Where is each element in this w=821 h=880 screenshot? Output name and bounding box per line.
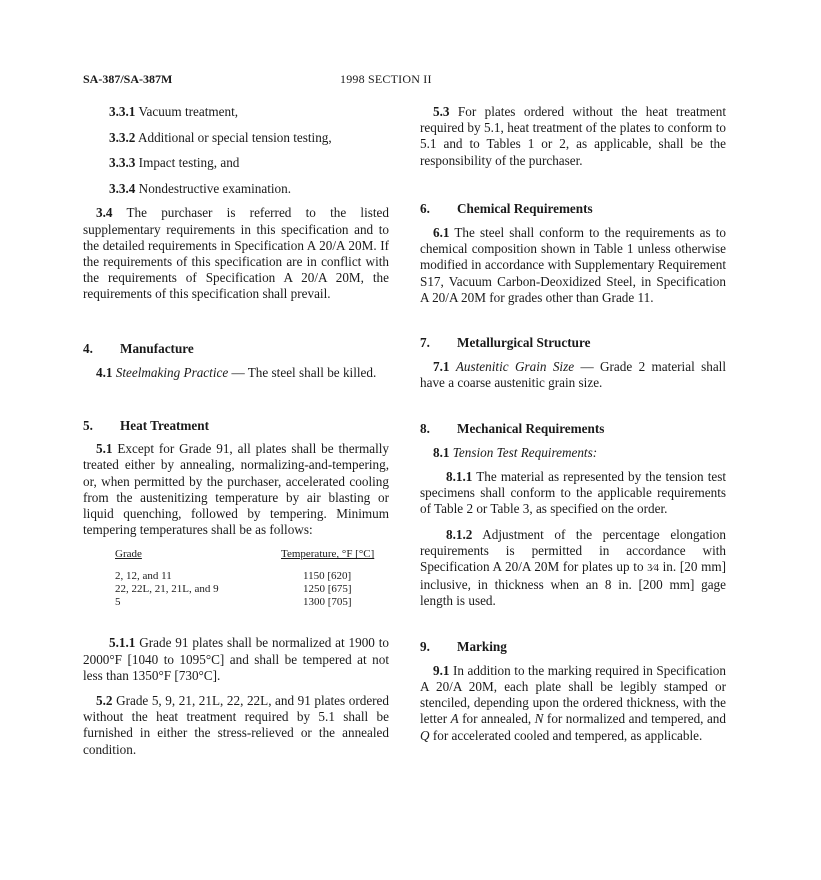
section-heading-5: 5. Heat Treatment	[83, 417, 209, 433]
para-5-1-1: 5.1.1 Grade 91 plates shall be normalized at 1900 to 2000°F [1040 to 1095°C] and shall be tempered at not less than 1350°F [730°C].	[83, 635, 389, 683]
item-3-3-1: 3.3.1 Vacuum treatment,	[109, 104, 239, 119]
item-3-3-2: 3.3.2 Additional or special tension testing,	[109, 129, 332, 145]
section-heading-9: 9. Marking	[420, 638, 507, 654]
section-heading-8: 8. Mechanical Requirements	[420, 420, 605, 436]
item-3-3-4: 3.3.4 Nondestructive examination.	[109, 181, 292, 197]
tempering-table	[115, 548, 374, 609]
table-row	[115, 583, 374, 596]
grade-cell: 2, 12, and 11	[115, 570, 172, 583]
fraction-three-quarters: 3⁄4	[647, 563, 659, 575]
table-row	[115, 596, 374, 609]
para-8-1-1: 8.1.1 The material as represented by the tension test specimens shall conform to the applicable requirements of Table 2 or Table 3, as specified on the order.	[420, 469, 727, 517]
section-heading-4: 4. Manufacture	[83, 340, 194, 356]
temperature-cell: 1300 [705]	[303, 596, 352, 609]
grade-cell: 5	[115, 596, 121, 609]
grade-cell: 22, 22L, 21, 21L, and 9	[115, 583, 219, 596]
spec-designation: SA-387/SA-387M	[83, 72, 173, 86]
para-8-1: 8.1 Tension Test Requirements:	[433, 444, 598, 460]
section-title: 1998 SECTION II	[340, 72, 432, 86]
page-header	[83, 72, 726, 90]
section-heading-6: 6. Chemical Requirements	[420, 200, 593, 216]
col-header-temperature: Temperature, °F [°C]	[281, 548, 375, 561]
table-header-row	[115, 548, 374, 570]
para-3-4: 3.4 The purchaser is referred to the listed supplementary requirements in this specification and to the detailed requirements in Specification A 20/A 20M. If the requirements of this specification are in conflict with the requirements of Specification A 20/A 20M, the requirements of this specification shall prevail.	[83, 205, 389, 302]
para-6-1: 6.1 The steel shall conform to the requirements as to chemical composition shown in Table 1 unless otherwise modified in accordance with Supplementary Requirement S17, Vacuum Carbon-Deoxidized Steel, in Specification A 20/A 20M for grades other than Grade 11.	[420, 225, 726, 305]
temperature-cell: 1250 [675]	[303, 583, 352, 596]
right-column	[420, 104, 726, 744]
left-column	[83, 104, 389, 758]
para-5-1: 5.1 Except for Grade 91, all plates shall be thermally treated either by annealing, normalizing-and-tempering, or, when permitted by the purchaser, accelerated cooling from the austenitizing temperature by air blasting or liquid quenching, followed by tempering. Minimum tempering temperatures shall be as follows:	[83, 441, 389, 538]
section-heading-7: 7. Metallurgical Structure	[420, 335, 591, 351]
col-header-grade: Grade	[115, 548, 142, 561]
table-row	[115, 570, 374, 583]
para-5-2: 5.2 Grade 5, 9, 21, 21L, 22, 22L, and 91 plates ordered without the heat treatment required by 5.1 shall be furnished in either the stress-relieved or the annealed condition.	[83, 692, 390, 757]
para-9-1: 9.1 In addition to the marking required in Specification A 20/A 20M, each plate shall be legibly stamped or stenciled, depending upon the ordered thickness, with the letter A for annealed, N for normalized and tempered, and Q for accelerated cooled and tempered, as applicable.	[420, 662, 726, 743]
para-7-1: 7.1 Austenitic Grain Size — Grade 2 material shall have a coarse austenitic grain size.	[420, 359, 727, 391]
para-4-1: 4.1 Steelmaking Practice — The steel shall be killed.	[96, 364, 377, 380]
para-5-3: 5.3 For plates ordered without the heat treatment required by 5.1, heat treatment of the plates to conform to 5.1 and to Tables 1 or 2, as applicable, shall be the responsibility of the purchaser.	[420, 104, 726, 168]
item-3-3-3: 3.3.3 Impact testing, and	[109, 155, 240, 171]
temperature-cell: 1150 [620]	[303, 570, 352, 583]
para-8-1-2: 8.1.2 Adjustment of the percentage elongation requirements is permitted in accordance with Specification A 20/A 20M for plates up to 3⁄4 in. [20 mm] inclusive, in thickness when an 8 in. [200 mm] gage length is used.	[420, 526, 727, 609]
